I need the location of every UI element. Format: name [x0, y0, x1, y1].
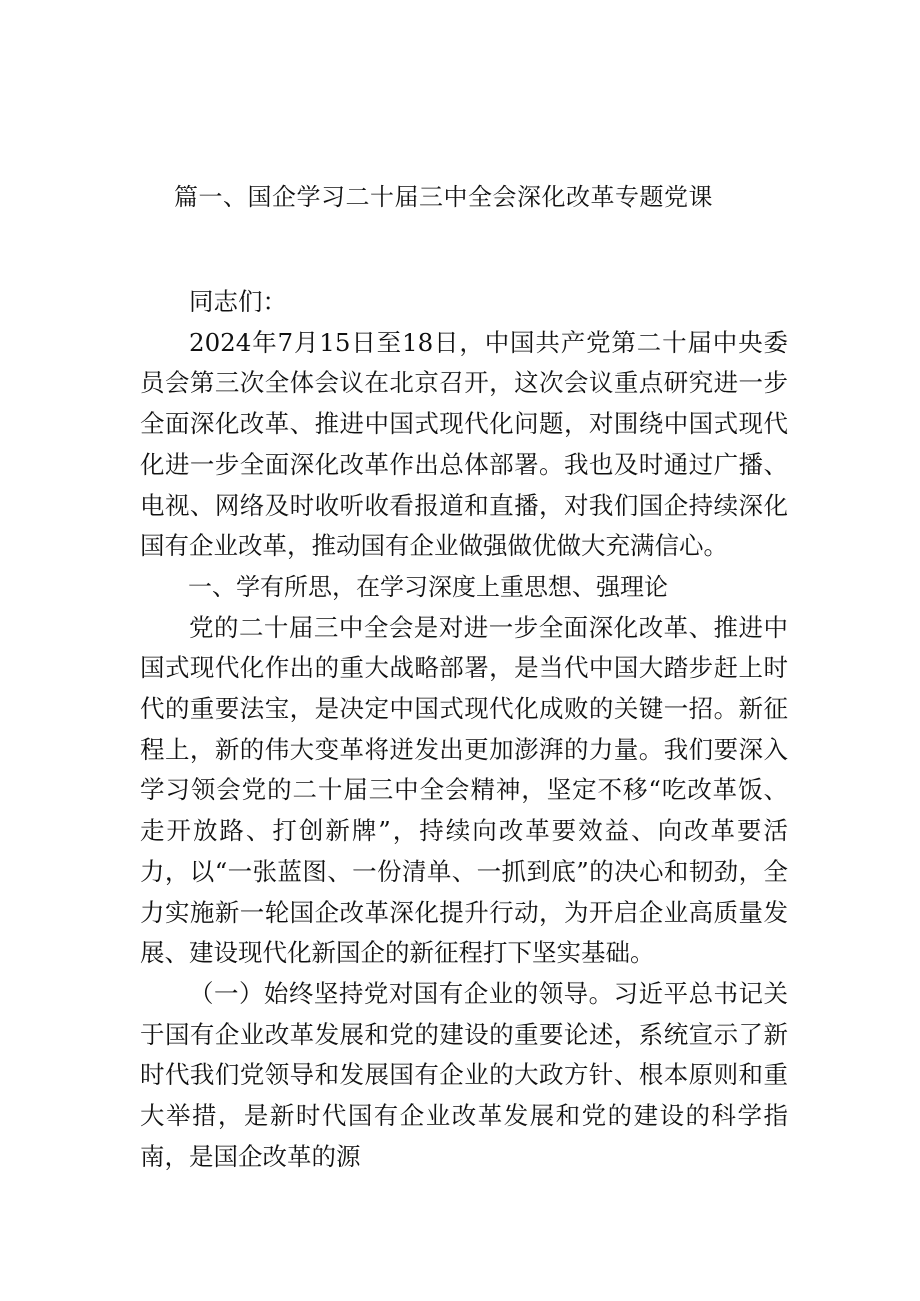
- salutation: 同志们：: [189, 287, 287, 316]
- section-paragraph-2: （一）始终坚持党对国有企业的领导。习近平总书记关于国有企业改革发展和党的建设的重要论述，系统宣示了新时代我们党领导和发展国有企业的大政方针、根本原则和重大举措，是新时代国有企业改革发展和党的建设的科学指南，是国企改革的源: [140, 978, 788, 1171]
- document-body: [140, 282, 788, 1177]
- section-paragraph-1: 党的二十届三中全会是对进一步全面深化改革、推进中国式现代化作出的重大战略部署，是当代中国大踏步赶上时代的重要法宝，是决定中国式现代化成败的关键一招。新征程上，新的伟大变革将迸发出更加澎湃的力量。我们要深入学习领会党的二十届三中全会精神，坚定不移“吃改革饭、走开放路、打创新牌”，持续向改革要效益、向改革要活力，以“一张蓝图、一份清单、一抓到底”的决心和韧劲，全力实施新一轮国企改革深化提升行动，为开启企业高质量发展、建设现代化新国企的新征程打下坚实基础。: [140, 612, 788, 968]
- document-title: 篇一、国企学习二十届三中全会深化改革专题党课: [174, 183, 713, 211]
- section-heading: 一、学有所思，在学习深度上重思想、强理论: [188, 572, 668, 601]
- intro-paragraph: 2024年7月15日至18日，中国共产党第二十届中央委员会第三次全体会议在北京召开，这次会议重点研究进一步全面深化改革、推进中国式现代化问题，对围绕中国式现代化进一步全面深化改革作出总体部署。我也及时通过广播、电视、网络及时收听收看报道和直播，对我们国企持续深化国有企业改革，推动国有企业做强做优做大充满信心。: [140, 327, 788, 561]
